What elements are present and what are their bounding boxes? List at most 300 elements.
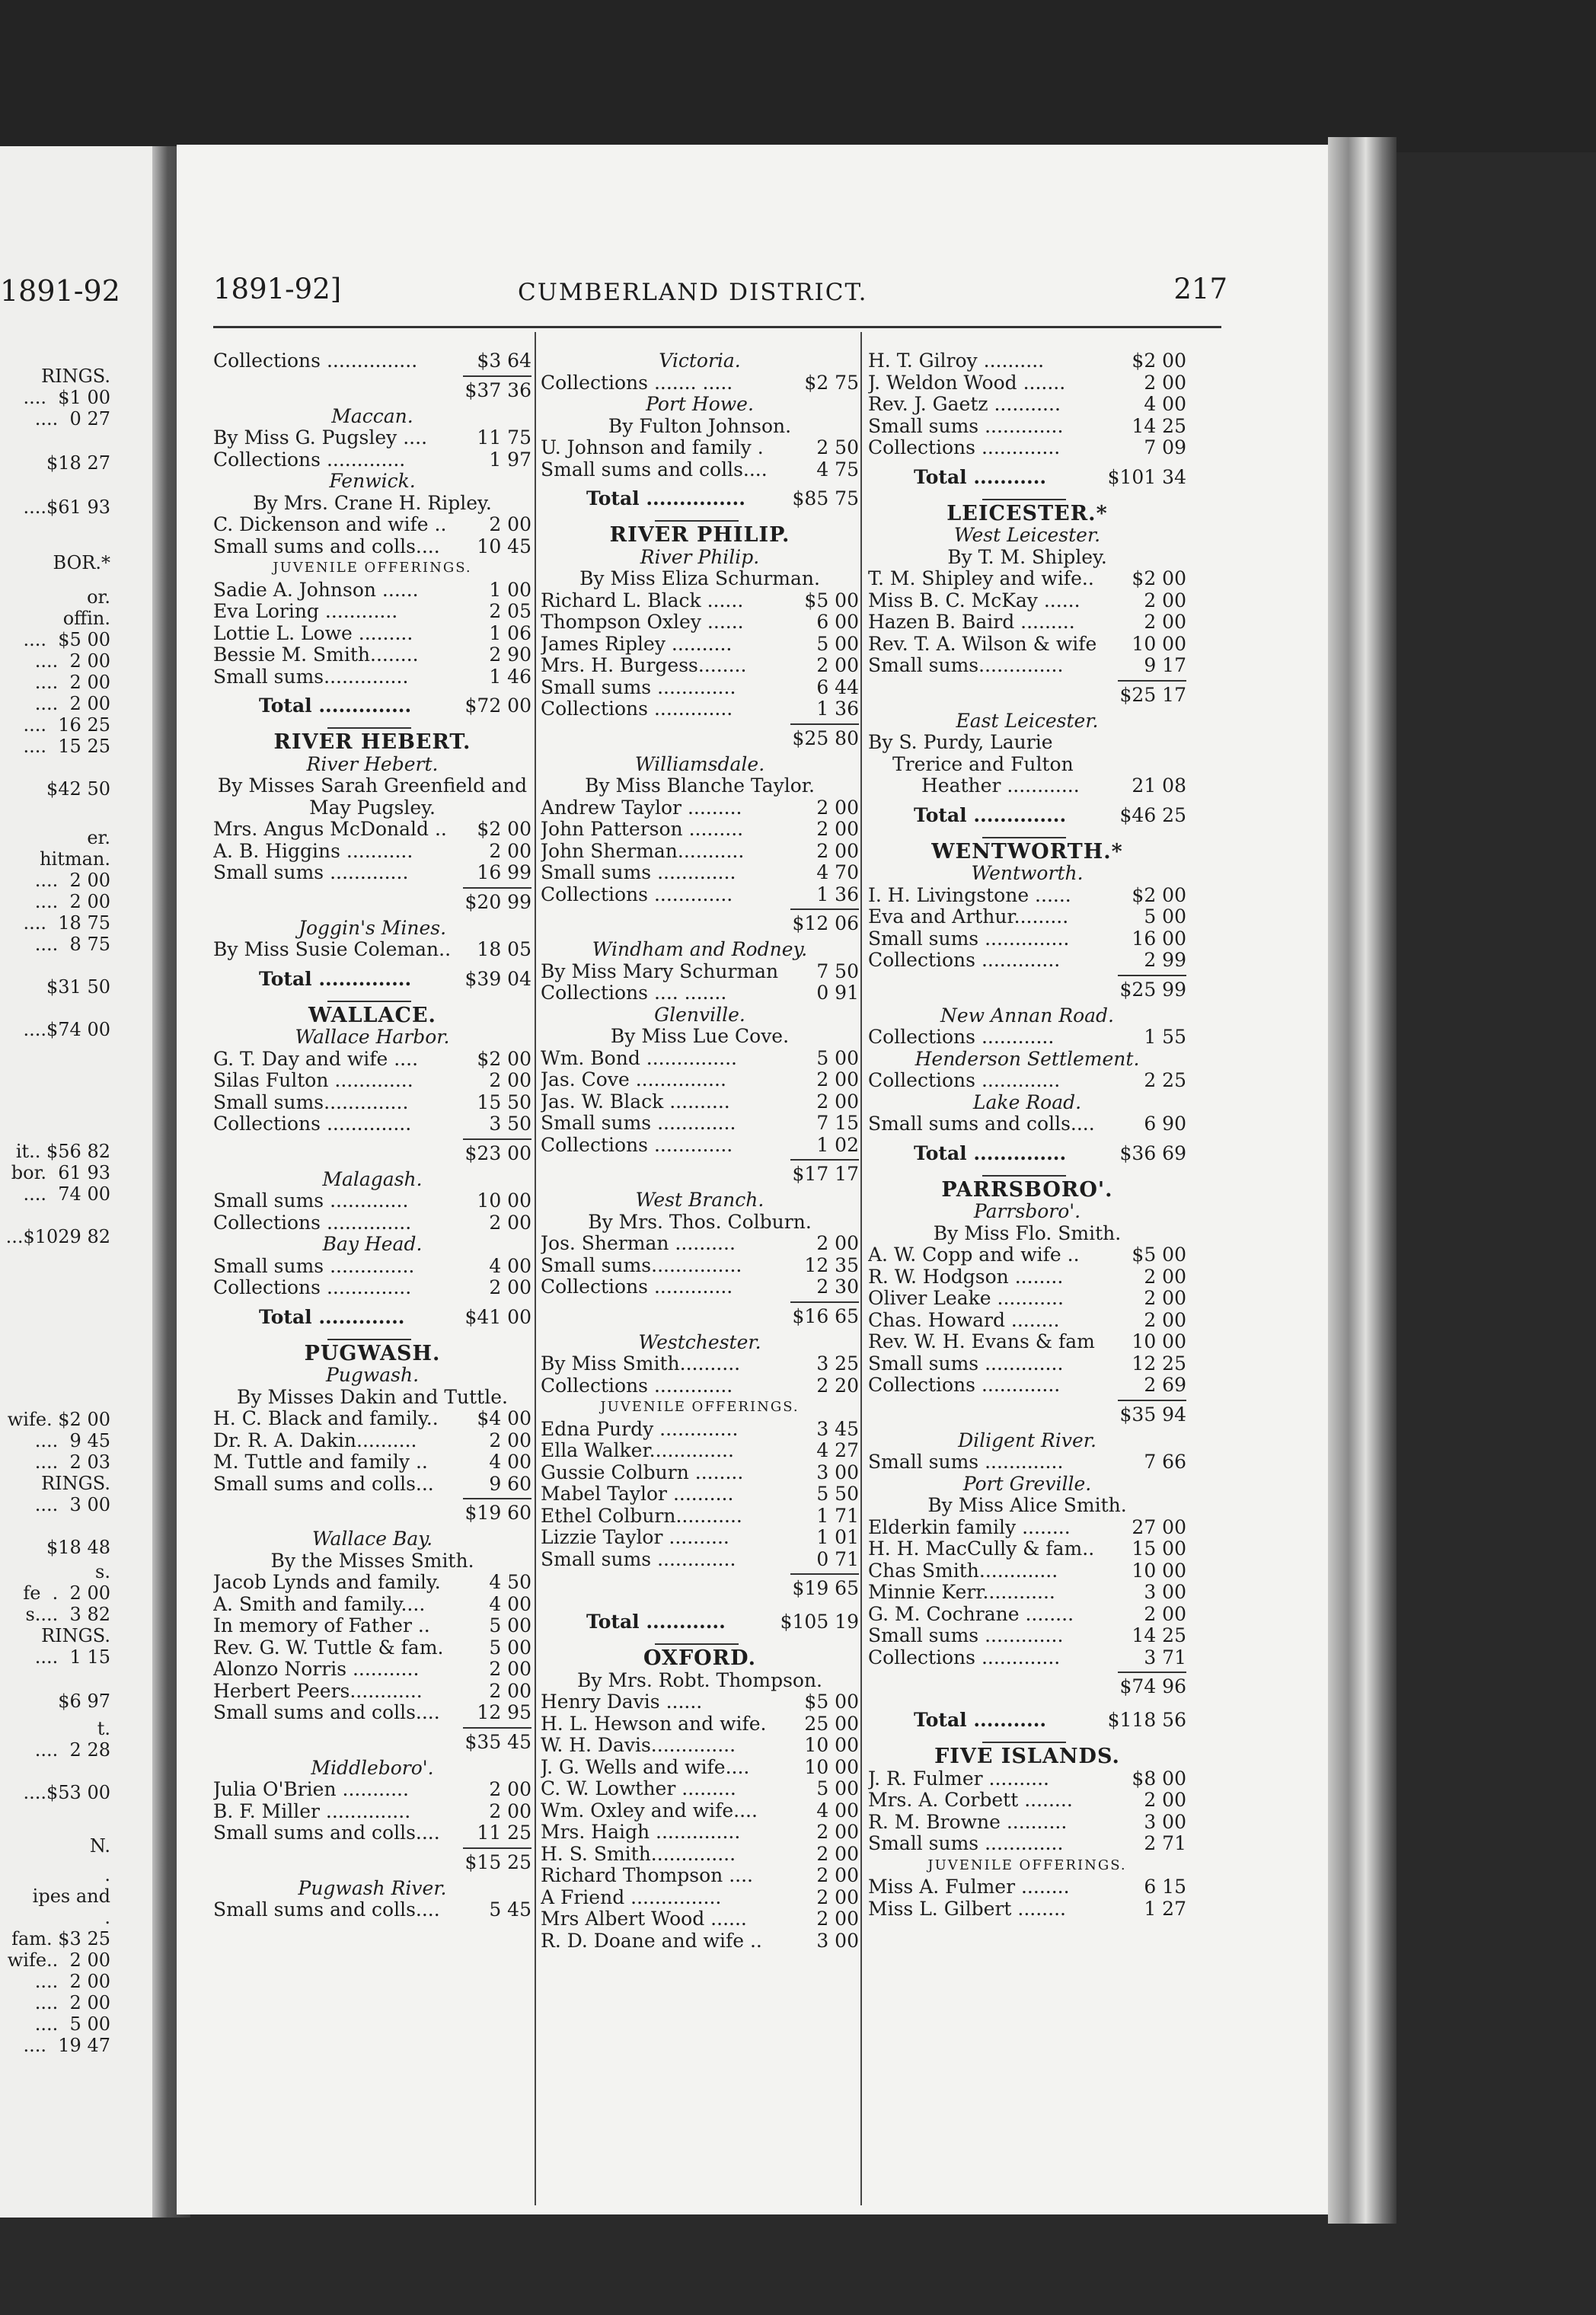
entry-name: Collections .... ....... xyxy=(541,982,727,1004)
place-heading: Henderson Settlement. xyxy=(915,1047,1140,1070)
entry-name: Elderkin family ........ xyxy=(868,1516,1071,1538)
entry-name: Eva Loring ............ xyxy=(213,601,398,622)
total-row xyxy=(541,1604,859,1640)
dark-background xyxy=(0,0,1596,152)
entry-amount: 2 05 xyxy=(489,601,531,622)
entry-amount: $2 00 xyxy=(1132,884,1186,906)
entry-row xyxy=(213,939,531,961)
total-label: Total .............. xyxy=(259,967,412,990)
entry-row xyxy=(541,1255,859,1277)
entry-name: Small sums and colls.... xyxy=(868,1113,1095,1135)
left-page-line: ipes and xyxy=(32,1886,110,1907)
entry-name: A. W. Copp and wife .. xyxy=(868,1244,1080,1266)
entry-name: Lottie L. Lowe ......... xyxy=(213,622,413,644)
subheading: JUVENILE OFFERINGS. xyxy=(600,1399,800,1415)
entry-row xyxy=(868,1027,1186,1049)
subtotal xyxy=(868,677,1186,710)
entry-name: Small sums.............. xyxy=(213,666,409,688)
collector-line: By Misses Sarah Greenfield and xyxy=(217,774,528,797)
entry-amount: 2 00 xyxy=(816,1090,859,1113)
section-heading: FIVE ISLANDS. xyxy=(934,1745,1120,1768)
left-page xyxy=(0,146,152,2218)
section-heading: WENTWORTH.* xyxy=(931,839,1123,864)
entry-amount: 2 00 xyxy=(489,1659,531,1680)
left-page-line: RINGS. xyxy=(41,1473,110,1494)
entry-amount: 7 66 xyxy=(1144,1451,1186,1473)
entry-row xyxy=(213,1430,531,1452)
entry-row xyxy=(868,1790,1186,1812)
entry-row xyxy=(868,1647,1186,1669)
entry-name: Collections ............. xyxy=(541,1134,733,1156)
entry-row xyxy=(868,568,1186,590)
entry-name: Jos. Sherman .......... xyxy=(541,1233,736,1254)
entry-amount: 3 50 xyxy=(489,1113,531,1135)
left-page-line: $6 97 xyxy=(58,1691,110,1712)
entry-amount: $2 00 xyxy=(477,819,531,840)
left-page-line: .... 8 75 xyxy=(34,934,110,955)
entry-row xyxy=(213,1702,531,1724)
entry-row xyxy=(213,536,531,558)
left-page-line: $18 27 xyxy=(46,452,110,474)
entry-name: Wm. Oxley and wife.... xyxy=(541,1799,758,1822)
entry-amount: 3 00 xyxy=(1144,1582,1186,1603)
total-label: Total .............. xyxy=(259,694,412,717)
entry-amount: 2 25 xyxy=(1144,1070,1186,1091)
entry-row xyxy=(213,841,531,863)
total-row xyxy=(213,688,531,724)
entry-name: Mrs. Haigh .............. xyxy=(541,1822,741,1843)
subheading: JUVENILE OFFERINGS. xyxy=(273,560,472,576)
entry-amount: 3 71 xyxy=(1144,1646,1186,1668)
entry-row xyxy=(541,884,859,906)
entry-amount: 2 50 xyxy=(816,437,859,458)
entry-row xyxy=(868,655,1186,677)
left-page-line: . xyxy=(104,1907,110,1928)
left-page-line: .... 2 00 xyxy=(34,1992,110,2013)
entry-name: Collections ............. xyxy=(541,1375,733,1397)
entry-amount: 2 00 xyxy=(1144,1309,1186,1331)
place-heading: Joggin's Mines. xyxy=(298,916,447,939)
collector-line: By Misses Dakin and Tuttle. xyxy=(237,1385,508,1408)
entry-amount: 2 00 xyxy=(1144,1790,1186,1811)
entry-row xyxy=(541,655,859,677)
entry-amount: 4 00 xyxy=(1144,394,1186,415)
collector-line: By Miss Eliza Schurman. xyxy=(579,567,820,589)
subtotal xyxy=(213,372,531,406)
entry-name: Small sums ............. xyxy=(868,1352,1064,1375)
entry-name: Rev. G. W. Tuttle & fam. xyxy=(213,1636,444,1659)
entry-row xyxy=(541,1276,859,1298)
entry-amount: 27 00 xyxy=(1132,1516,1186,1538)
entry-amount: 10 00 xyxy=(477,1190,531,1212)
entry-row xyxy=(541,1844,859,1866)
entry-name: Chas. Howard ........ xyxy=(868,1309,1060,1331)
entry-amount: 10 00 xyxy=(804,1756,859,1778)
entry-amount: 6 44 xyxy=(816,676,859,698)
entry-amount: 9 17 xyxy=(1144,655,1186,676)
entry-name: John Sherman........... xyxy=(541,840,745,862)
entry-name: Collections .............. xyxy=(213,1277,412,1298)
total-amount: $101 34 xyxy=(1107,465,1186,488)
entry-row xyxy=(868,775,1186,797)
column-divider xyxy=(535,332,536,2205)
entry-amount: 5 00 xyxy=(489,1636,531,1659)
entry-amount: $2 75 xyxy=(804,372,859,394)
entry-row xyxy=(541,1887,859,1909)
place-heading: East Leicester. xyxy=(956,709,1099,732)
left-page-line: .... 2 00 xyxy=(34,1971,110,1992)
entry-row xyxy=(868,1288,1186,1310)
subtotal xyxy=(213,1844,531,1878)
entry-amount: 2 00 xyxy=(816,1865,859,1886)
entry-name: Minnie Kerr............ xyxy=(868,1582,1055,1603)
subtotal-amount: $20 99 xyxy=(464,890,531,913)
entry-row xyxy=(541,862,859,884)
entry-row xyxy=(541,634,859,656)
entry-row xyxy=(541,1800,859,1822)
entry-row xyxy=(541,1419,859,1441)
entry-amount: 2 00 xyxy=(489,1429,531,1451)
entry-amount: 5 00 xyxy=(816,633,859,655)
entry-amount: 2 00 xyxy=(489,1779,531,1800)
entry-amount: 2 00 xyxy=(1144,589,1186,611)
entry-row xyxy=(541,1527,859,1549)
entry-row xyxy=(213,819,531,841)
left-page-line: $31 50 xyxy=(46,976,110,998)
entry-amount: 1 27 xyxy=(1144,1898,1186,1920)
total-label: Total ............ xyxy=(586,1611,726,1633)
place-heading: Wallace Harbor. xyxy=(295,1026,450,1048)
subtotal xyxy=(213,1724,531,1758)
entry-row xyxy=(541,698,859,720)
collector-line: By Fulton Johnson. xyxy=(608,414,792,437)
entry-amount: 5 00 xyxy=(1144,906,1186,928)
entry-row xyxy=(541,1462,859,1484)
entry-amount: 14 25 xyxy=(1132,415,1186,437)
entry-name: Collections ............. xyxy=(868,1070,1061,1091)
subheading: JUVENILE OFFERINGS. xyxy=(927,1857,1127,1873)
entry-row xyxy=(213,1899,531,1921)
entry-row xyxy=(213,1092,531,1114)
entry-row xyxy=(213,1256,531,1278)
subtotal-amount: $12 06 xyxy=(792,912,859,934)
entry-row xyxy=(868,1070,1186,1092)
entry-amount: 2 00 xyxy=(489,1800,531,1822)
entry-amount: 14 25 xyxy=(1132,1625,1186,1646)
entry-name: Small sums.............. xyxy=(868,655,1064,676)
entry-amount: 2 00 xyxy=(816,1233,859,1254)
entry-row xyxy=(868,590,1186,612)
section-heading: RIVER PHILIP. xyxy=(609,523,790,547)
entry-row xyxy=(868,1898,1186,1921)
entry-name: Small sums ............. xyxy=(868,1451,1064,1473)
entry-name: Small sums.............. xyxy=(213,1091,409,1113)
section-heading: RIVER HEBERT. xyxy=(273,730,471,754)
entry-row xyxy=(541,797,859,819)
entry-name: Bessie M. Smith........ xyxy=(213,644,419,666)
entry-amount: 1 46 xyxy=(489,666,531,688)
entry-name: Edna Purdy ............. xyxy=(541,1418,739,1440)
entry-amount: 2 00 xyxy=(816,797,859,819)
entry-name: In memory of Father .. xyxy=(213,1615,430,1636)
entry-amount: 12 25 xyxy=(1132,1352,1186,1375)
entry-amount: 2 71 xyxy=(1144,1833,1186,1854)
entry-amount: 3 00 xyxy=(1144,1811,1186,1833)
entry-row xyxy=(541,1908,859,1930)
entry-row xyxy=(541,1483,859,1506)
entry-amount: 1 01 xyxy=(816,1527,859,1548)
entry-row xyxy=(868,1266,1186,1288)
page-number: 217 xyxy=(1173,273,1227,305)
subtotal-amount: $17 17 xyxy=(792,1163,859,1185)
entry-amount: 5 00 xyxy=(489,1615,531,1636)
page-title: CUMBERLAND DISTRICT. xyxy=(518,279,868,306)
place-heading: West Branch. xyxy=(635,1189,764,1211)
section-rule xyxy=(868,496,1186,503)
entry-name: Ella Walker.............. xyxy=(541,1440,734,1461)
entry-amount: 6 00 xyxy=(816,611,859,633)
entry-name: C. W. Lowther ......... xyxy=(541,1778,736,1799)
entry-name: Julia O'Brien ........... xyxy=(213,1779,409,1800)
left-page-line: .... 2 00 xyxy=(34,672,110,693)
entry-amount: 2 00 xyxy=(816,1069,859,1090)
subtotal xyxy=(213,1135,531,1169)
entry-name: Richard Thompson .... xyxy=(541,1865,753,1886)
entry-amount: 4 50 xyxy=(489,1572,531,1593)
entry-name: Sadie A. Johnson ...... xyxy=(213,579,419,601)
place-heading: Windham and Rodney. xyxy=(592,938,808,960)
total-label: Total ............... xyxy=(586,487,745,509)
left-page-line: .... 18 75 xyxy=(23,912,110,934)
collector-line: By Mrs. Thos. Colburn. xyxy=(588,1210,812,1233)
left-page-line: .... 2 00 xyxy=(34,891,110,912)
subtotal xyxy=(868,1668,1186,1702)
year-header: 1891-92] xyxy=(213,273,342,305)
entry-amount: 2 00 xyxy=(816,840,859,862)
left-page-line: RINGS. xyxy=(41,366,110,387)
entry-name: Rev. W. H. Evans & fam xyxy=(868,1331,1095,1352)
entry-name: Gussie Colburn ........ xyxy=(541,1461,744,1483)
total-label: Total ............. xyxy=(259,1305,405,1328)
header-rule xyxy=(213,326,1221,328)
entry-name: Mrs. A. Corbett ........ xyxy=(868,1790,1073,1811)
entry-amount: 2 30 xyxy=(816,1276,859,1298)
entry-row xyxy=(213,1277,531,1299)
section-rule xyxy=(213,998,531,1005)
entry-amount: 2 00 xyxy=(489,1277,531,1298)
entry-name: Collections ............. xyxy=(213,449,406,471)
entry-row xyxy=(868,1451,1186,1474)
entry-row xyxy=(541,1865,859,1887)
entry-amount: 1 36 xyxy=(816,883,859,905)
left-page-line: s. xyxy=(95,1561,110,1582)
entry-row xyxy=(868,950,1186,972)
entry-name: Small sums ............. xyxy=(541,1548,736,1570)
entry-amount: 6 15 xyxy=(1144,1876,1186,1898)
entry-name: Collections ............. xyxy=(541,1276,733,1298)
entry-amount: 7 50 xyxy=(816,960,859,982)
entry-row xyxy=(541,1735,859,1757)
column-1 xyxy=(213,350,531,1921)
entry-amount: 1 06 xyxy=(489,622,531,644)
entry-amount: 2 00 xyxy=(1144,1288,1186,1309)
place-heading: Diligent River. xyxy=(958,1429,1096,1451)
entry-amount: 5 00 xyxy=(816,1047,859,1069)
subtotal xyxy=(541,1156,859,1189)
entry-amount: 11 25 xyxy=(477,1822,531,1844)
entry-row xyxy=(541,1048,859,1070)
entry-name: Mrs. Angus McDonald .. xyxy=(213,819,447,840)
entry-amount: 10 45 xyxy=(477,535,531,557)
entry-amount: 1 55 xyxy=(1144,1027,1186,1048)
entry-row xyxy=(868,634,1186,656)
total-label: Total .............. xyxy=(914,1142,1067,1164)
entry-row xyxy=(541,437,859,459)
place-heading: Middleboro'. xyxy=(311,1756,434,1779)
entry-row xyxy=(541,1822,859,1844)
entry-amount: 25 00 xyxy=(804,1713,859,1735)
entry-name: Oliver Leake ........... xyxy=(868,1288,1064,1309)
place-heading: Victoria. xyxy=(659,350,741,372)
left-page-line: or. xyxy=(87,586,110,608)
left-page-line: .... 74 00 xyxy=(23,1183,110,1205)
entry-row xyxy=(868,1375,1186,1397)
entry-name: U. Johnson and family . xyxy=(541,437,764,458)
entry-row xyxy=(541,677,859,699)
left-page-line: $42 50 xyxy=(46,778,110,800)
entry-amount: $8 00 xyxy=(1132,1767,1186,1790)
entry-name: Small sums ............. xyxy=(213,1190,409,1212)
left-page-line: .... $5 00 xyxy=(23,629,110,650)
total-amount: $118 56 xyxy=(1107,1709,1186,1731)
entry-amount: 10 00 xyxy=(1132,1560,1186,1582)
subtotal-amount: $25 80 xyxy=(792,726,859,749)
total-amount: $41 00 xyxy=(464,1305,531,1328)
subtotal-amount: $19 60 xyxy=(464,1502,531,1524)
column-2 xyxy=(541,350,859,1952)
entry-name: T. M. Shipley and wife.. xyxy=(868,568,1094,589)
subtotal xyxy=(868,1397,1186,1430)
entry-name: Jacob Lynds and family. xyxy=(213,1572,441,1593)
entry-amount: 2 99 xyxy=(1144,950,1186,971)
column-3 xyxy=(868,350,1186,1920)
entry-amount: 1 71 xyxy=(816,1505,859,1527)
entry-name: H. L. Hewson and wife. xyxy=(541,1713,767,1735)
left-page-line: .... 9 45 xyxy=(34,1430,110,1451)
subtotal-amount: $19 65 xyxy=(792,1577,859,1599)
text-line: By S. Purdy, Laurie xyxy=(868,732,1053,753)
left-page-line: .... 2 03 xyxy=(34,1451,110,1473)
entry-name: Miss L. Gilbert ........ xyxy=(868,1898,1066,1920)
subtotal-amount: $15 25 xyxy=(464,1850,531,1873)
entry-name: Miss A. Fulmer ........ xyxy=(868,1876,1070,1898)
entry-row xyxy=(868,1604,1186,1626)
entry-row xyxy=(868,1768,1186,1790)
entry-row xyxy=(213,1637,531,1659)
entry-name: Ethel Colburn........... xyxy=(541,1505,742,1527)
entry-name: Collections ............. xyxy=(868,1375,1061,1396)
subtotal xyxy=(213,884,531,918)
total-row xyxy=(868,459,1186,496)
left-page-line: .... 5 00 xyxy=(34,2013,110,2035)
entry-amount: 4 70 xyxy=(816,862,859,883)
entry-amount: 4 00 xyxy=(816,1799,859,1822)
entry-amount: 3 25 xyxy=(816,1353,859,1375)
entry-row xyxy=(213,1594,531,1616)
entry-amount: 4 00 xyxy=(489,1451,531,1473)
place-heading: River Hebert. xyxy=(306,752,439,775)
entry-row xyxy=(868,1113,1186,1135)
entry-row xyxy=(868,1560,1186,1582)
subtotal-amount: $35 94 xyxy=(1119,1403,1186,1426)
entry-row xyxy=(868,372,1186,394)
entry-amount: 2 00 xyxy=(816,1886,859,1908)
entry-name: Small sums ............. xyxy=(541,676,736,698)
entry-amount: 1 36 xyxy=(816,698,859,720)
entry-name: Eva and Arthur......... xyxy=(868,906,1069,928)
left-page-line: ....$74 00 xyxy=(23,1019,110,1040)
entry-name: Small sums ............. xyxy=(541,862,736,883)
place-heading: West Leicester. xyxy=(953,524,1101,546)
entry-name: R. D. Doane and wife .. xyxy=(541,1930,762,1952)
left-page-line: it.. $56 82 xyxy=(15,1141,110,1162)
entry-name: H. T. Gilroy .......... xyxy=(868,350,1045,372)
place-heading: Pugwash. xyxy=(325,1364,420,1386)
entry-name: Small sums ............. xyxy=(868,1833,1064,1854)
entry-name: Small sums ............. xyxy=(868,1625,1064,1646)
entry-row xyxy=(213,623,531,645)
entry-name: Small sums ............. xyxy=(868,415,1064,437)
entry-amount: 2 00 xyxy=(816,655,859,676)
entry-row xyxy=(213,1451,531,1474)
left-page-line: fe . 2 00 xyxy=(23,1582,110,1604)
total-row xyxy=(213,1299,531,1336)
entry-name: Andrew Taylor ......... xyxy=(541,797,742,819)
entry-amount: $2 00 xyxy=(1132,568,1186,589)
left-page-line: BOR.* xyxy=(53,552,110,573)
place-heading: Fenwick. xyxy=(329,470,416,492)
entry-row xyxy=(868,611,1186,634)
entry-row xyxy=(213,1113,531,1135)
entry-amount: 21 08 xyxy=(1132,775,1186,797)
collector-line: By Miss Flo. Smith. xyxy=(933,1221,1122,1244)
total-row xyxy=(541,481,859,517)
section-heading: LEICESTER.* xyxy=(946,501,1108,525)
entry-amount: 1 97 xyxy=(489,449,531,471)
entry-row xyxy=(213,1659,531,1681)
entry-name: A. Smith and family.... xyxy=(213,1593,426,1615)
total-row xyxy=(868,1135,1186,1172)
entry-amount: 2 00 xyxy=(816,1843,859,1865)
entry-name: Rev. J. Gaetz ........... xyxy=(868,394,1061,415)
entry-amount: 16 99 xyxy=(477,862,531,883)
collector-line: By Miss Alice Smith. xyxy=(927,1494,1127,1516)
section-heading: OXFORD. xyxy=(643,1646,756,1670)
left-page-line: . xyxy=(104,1864,110,1886)
left-page-line: .... 2 00 xyxy=(34,693,110,714)
entry-amount: $2 00 xyxy=(477,1048,531,1070)
entry-amount: 10 00 xyxy=(804,1735,859,1756)
total-amount: $72 00 xyxy=(464,694,531,717)
entry-row xyxy=(213,862,531,884)
entry-name: Rev. T. A. Wilson & wife xyxy=(868,633,1097,655)
collector-line: By Miss Blanche Taylor. xyxy=(585,774,815,797)
entry-row xyxy=(213,1572,531,1594)
entry-amount: $3 64 xyxy=(477,350,531,372)
entry-amount: 6 90 xyxy=(1144,1113,1186,1135)
entry-name: Collections .............. xyxy=(213,1212,412,1234)
left-page-line: bor. 61 93 xyxy=(11,1162,110,1183)
